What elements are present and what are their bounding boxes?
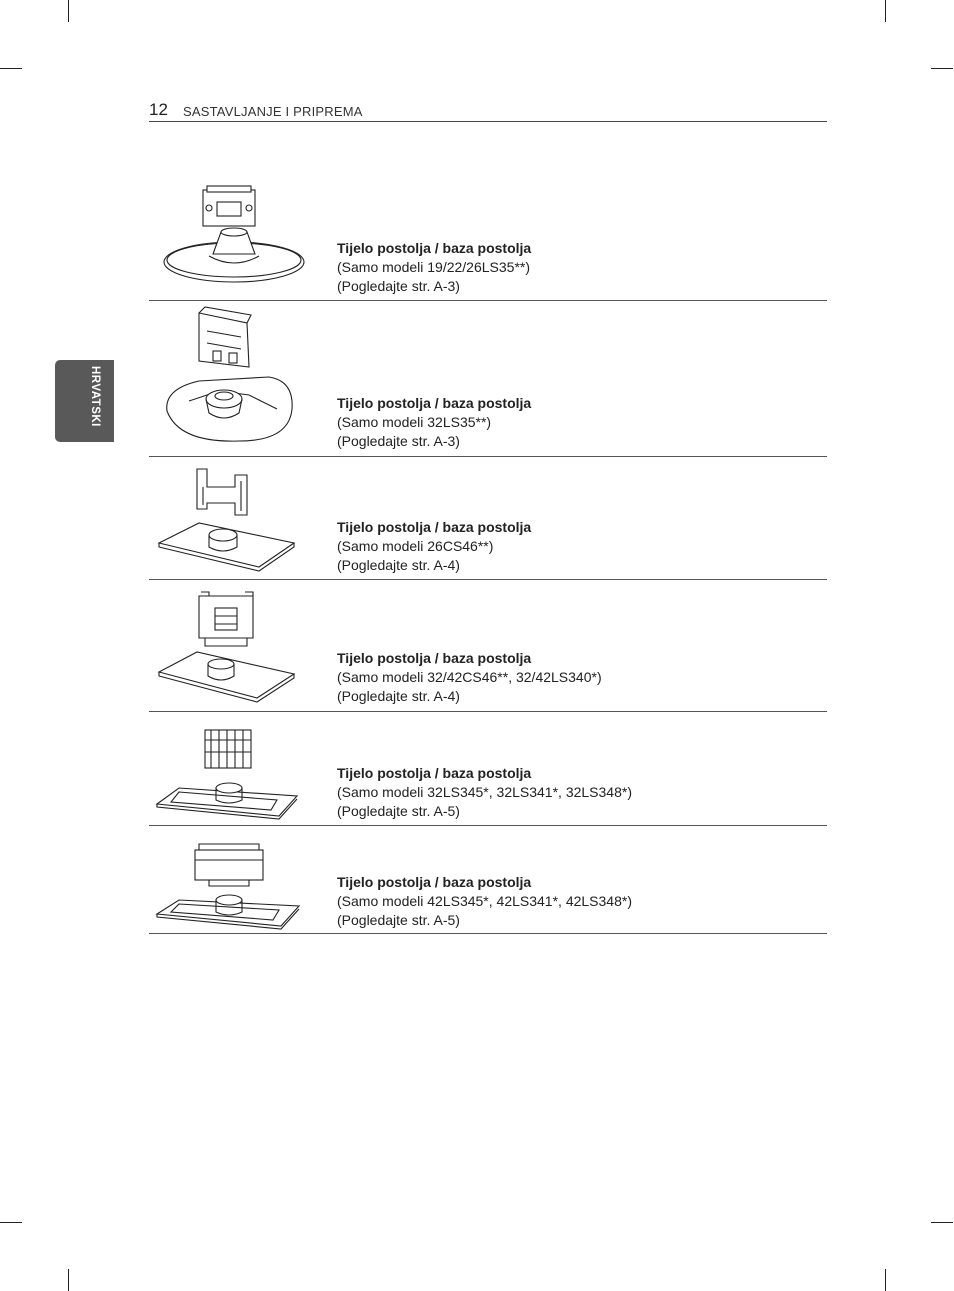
crop-mark — [68, 1269, 69, 1291]
crop-mark — [931, 1222, 953, 1223]
item-models: (Samo modeli 19/22/26LS35**) — [337, 259, 531, 275]
item-reference: (Pogledajte str. A-3) — [337, 278, 460, 294]
crop-mark — [0, 68, 22, 69]
crop-mark — [68, 0, 69, 22]
item-reference: (Pogledajte str. A-5) — [337, 912, 460, 928]
item-reference: (Pogledajte str. A-5) — [337, 803, 460, 819]
stand-illustration-icon — [149, 457, 319, 579]
item-models: (Samo modeli 32/42CS46**, 32/42LS340*) — [337, 669, 602, 685]
item-title: Tijelo postolja / baza postolja — [337, 650, 532, 666]
stand-illustration-icon — [149, 712, 319, 825]
item-title: Tijelo postolja / baza postolja — [337, 240, 532, 256]
stand-item-row — [149, 457, 827, 580]
page-number: 12 — [149, 100, 168, 119]
stand-item-row — [149, 301, 827, 457]
stand-item-row — [149, 180, 827, 301]
item-title: Tijelo postolja / baza postolja — [337, 765, 532, 781]
crop-mark — [0, 1222, 22, 1223]
stand-item-row — [149, 712, 827, 826]
item-models: (Samo modeli 32LS345*, 32LS341*, 32LS348*) — [337, 784, 632, 800]
crop-mark — [885, 0, 886, 22]
item-title: Tijelo postolja / baza postolja — [337, 395, 532, 411]
stand-illustration-icon — [149, 580, 319, 711]
item-title: Tijelo postolja / baza postolja — [337, 519, 532, 535]
item-models: (Samo modeli 42LS345*, 42LS341*, 42LS348*) — [337, 893, 632, 909]
stand-item-row — [149, 826, 827, 934]
item-reference: (Pogledajte str. A-4) — [337, 688, 460, 704]
stand-item-row — [149, 580, 827, 712]
stand-illustration-icon — [149, 301, 319, 456]
item-models: (Samo modeli 26CS46**) — [337, 538, 494, 554]
item-reference: (Pogledajte str. A-4) — [337, 557, 460, 573]
page-header — [149, 100, 827, 122]
item-reference: (Pogledajte str. A-3) — [337, 433, 460, 449]
crop-mark — [931, 68, 953, 69]
language-tab — [55, 360, 114, 442]
stand-illustration-icon — [149, 180, 319, 300]
item-title: Tijelo postolja / baza postolja — [337, 874, 532, 890]
language-tab-label: HRVATSKI — [89, 366, 101, 427]
stand-illustration-icon — [149, 826, 319, 933]
item-models: (Samo modeli 32LS35**) — [337, 414, 492, 430]
crop-mark — [885, 1269, 886, 1291]
section-title: SASTAVLJANJE I PRIPREMA — [183, 104, 363, 119]
